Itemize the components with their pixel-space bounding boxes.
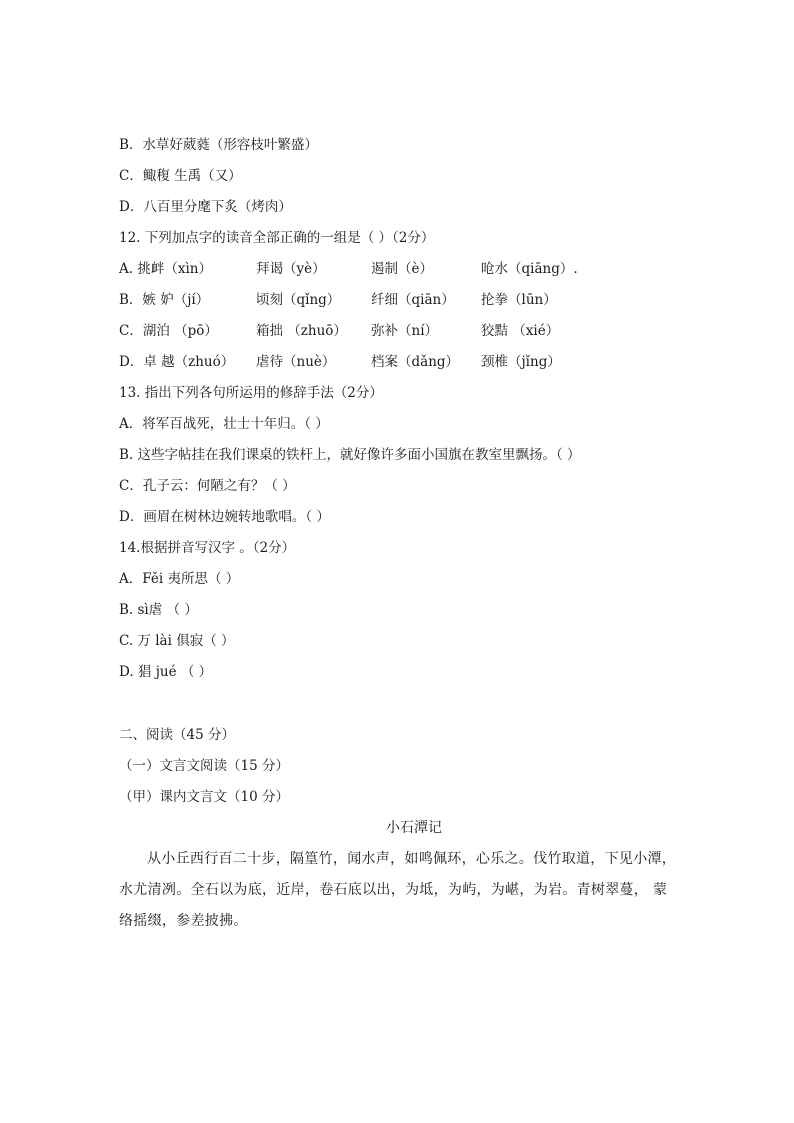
q12-stem: 12. 下列加点字的读音全部正确的一组是（ ）（2分）	[119, 230, 435, 246]
q11-option-b: B．水草好葳蕤（形容枝叶繁盛）	[119, 137, 318, 153]
q12-c-1: C．湖泊 （pō）	[119, 323, 218, 339]
q12-c-2: 箱拙 （zhuō）	[256, 323, 347, 339]
q12-c-4: 狡黠 （xié）	[481, 323, 560, 339]
q12-a-4: 呛水（qiāng）.	[481, 261, 578, 277]
q12-c-3: 弥补（ní）	[371, 323, 439, 339]
q14-item-d: D. 猖 jué （ ）	[119, 664, 213, 680]
q14-item-c: C. 万 lài 俱寂（ ）	[119, 633, 235, 649]
q13-item-d: D．画眉在树林边婉转地歌唱。（ ）	[119, 509, 330, 525]
q12-d-4: 颈椎（jǐng）	[481, 354, 561, 370]
q12-d-3: 档案（dǎng）	[371, 354, 460, 370]
passage-text: 从小丘西行百二十步，隔篁竹，闻水声，如鸣佩环，心乐之。伐竹取道，下见小潭， 水尤清冽。全石以为底，近岸，卷石底以出，为坻，为屿，为嵁，为岩。青树翠蔓， 蒙络摇缀，参差披拂。	[119, 851, 677, 929]
q12-row-a	[119, 254, 679, 285]
q13-item-a: A．将军百战死，壮士十年归。（ ）	[119, 416, 329, 432]
section-heading: 二、阅读（45 分）	[119, 727, 235, 743]
q11-option-d: D．八百里分麾下炙（烤肉）	[119, 199, 292, 215]
q12-b-3: 纤细（qiān）	[371, 292, 455, 308]
exam-page	[119, 130, 679, 937]
passage-title: 小石潭记	[386, 820, 442, 836]
q12-row-d	[119, 347, 679, 378]
q14-stem: 14.根据拼音写汉字 。（2分）	[119, 540, 296, 556]
q13-item-b: B. 这些字帖挂在我们课桌的铁杆上，就好像许多面小国旗在教室里飘扬。（ ）	[119, 447, 581, 463]
q14-item-b: B. sì虐 （ ）	[119, 602, 198, 618]
q12-row-b	[119, 285, 679, 316]
q12-b-1: B．嫉 妒（jí）	[119, 292, 210, 308]
q12-b-4: 抡拳（lūn）	[481, 292, 557, 308]
q12-d-2: 虐待（nuè）	[256, 354, 336, 370]
q12-a-1: A. 挑衅（xìn）	[119, 261, 212, 277]
q11-option-c: C．鲰稪 生禹（又）	[119, 168, 242, 184]
subsection-heading-1: （一）文言文阅读（15 分）	[119, 758, 289, 774]
q12-d-1: D．卓 越（zhuó）	[119, 354, 235, 370]
q13-stem: 13. 指出下列各句所运用的修辞手法（2分）	[119, 385, 383, 401]
q12-a-2: 拜谒（yè）	[256, 261, 326, 277]
section-gap	[119, 688, 679, 720]
q13-item-c: C．孔子云：何陋之有？（ ）	[119, 478, 296, 494]
q12-b-2: 顷刻（qǐng）	[256, 292, 341, 308]
q12-row-c	[119, 316, 679, 347]
q14-item-a: A．Fěi 夷所思（ ）	[119, 571, 240, 587]
q12-a-3: 遏制（è）	[371, 261, 433, 277]
subsection-heading-2: （甲）课内文言文（10 分）	[119, 789, 289, 805]
